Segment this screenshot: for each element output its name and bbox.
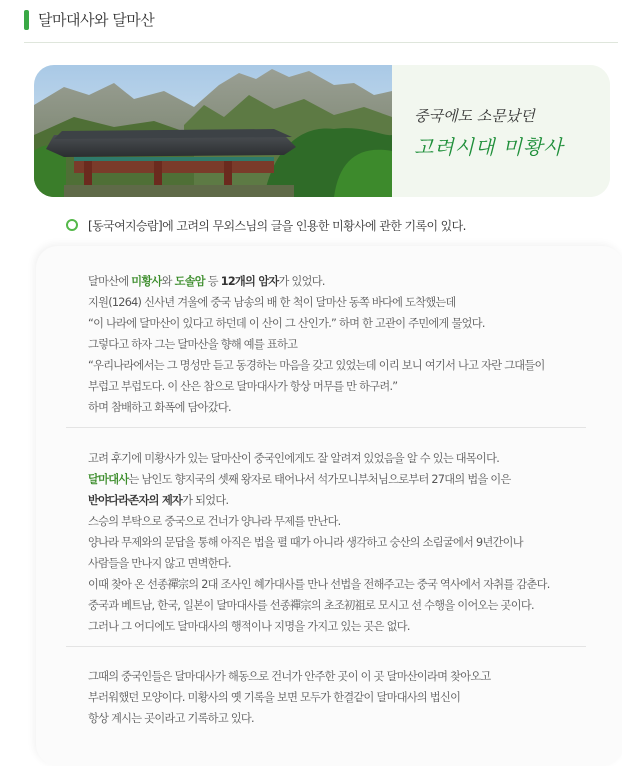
circle-bullet-icon — [66, 219, 78, 231]
paragraph-divider — [66, 646, 586, 647]
paragraph-2-line-5: 양나라 무제와의 문답을 통해 아직은 법을 펼 때가 아니라 생각하고 숭산의 소림굴에서 9년간이나 — [88, 536, 523, 549]
highlight-disciple: 반야다라존자의 제자 — [88, 494, 183, 507]
paragraph-2-line-9: 그러나 그 어디에도 달마대사의 행적이나 지명을 가지고 있는 곳은 없다. — [88, 620, 410, 633]
banner-caption — [392, 65, 610, 197]
text-span: 가 있었다. — [278, 275, 325, 288]
page-title: 달마대사와 달마산 — [38, 11, 155, 29]
paragraph-2-line-2 — [88, 469, 550, 490]
text-span: 와 — [161, 275, 175, 288]
paragraph-1-line-6: 부럽고 부럽도다. 이 산은 참으로 달마대사가 항상 머무를 만 하구려.” — [88, 380, 398, 393]
paragraph-2-line-1: 고려 후기에 미황사가 있는 달마산이 중국인에게도 잘 알려져 있었음을 알 수 있는 대목이다. — [88, 452, 500, 465]
banner-slogan-line2: 고려시대 미황사 — [414, 135, 564, 159]
paragraph-2-line-4: 스승의 부탁으로 중국으로 건너가 양나라 무제를 만난다. — [88, 515, 341, 528]
paragraph-divider — [66, 427, 586, 428]
text-span: 등 — [204, 275, 221, 288]
paragraph-2-line-6: 사람들을 만나지 않고 면벽한다. — [88, 557, 231, 570]
banner-slogan-line1: 중국에도 소문났던 — [414, 107, 535, 125]
paragraph-1-line-3: “이 나라에 달마산이 있다고 하던데 이 산이 그 산인가.” 하며 한 고관이 주민에게 물었다. — [88, 317, 485, 330]
paragraph-1-line-7: 하며 참배하고 화폭에 담아갔다. — [88, 401, 231, 414]
paragraph-2-line-7: 이때 찾아 온 선종禪宗의 2대 조사인 혜가대사를 만나 선법을 전해주고는 중국 역사에서 자취를 감춘다. — [88, 578, 550, 591]
paragraph-3-line-1: 그때의 중국인들은 달마대사가 해동으로 건너가 안주한 곳이 이 곳 달마산이라며 찾아오고 — [88, 670, 491, 683]
highlight-dalma: 달마대사 — [88, 473, 129, 486]
text-span: 달마산에 — [88, 275, 132, 288]
banner — [34, 65, 610, 197]
paragraph-3 — [88, 666, 491, 729]
paragraph-3-line-3: 항상 계시는 곳이라고 기록하고 있다. — [88, 712, 254, 725]
paragraph-2 — [88, 448, 550, 637]
header-divider — [24, 42, 618, 43]
highlight-mihwangsa: 미황사 — [131, 275, 162, 288]
paragraph-1 — [88, 271, 545, 418]
header-accent-bar — [24, 10, 29, 30]
highlight-dosolam: 도솔암 — [174, 275, 205, 288]
paragraph-2-line-8: 중국과 베트남, 한국, 일본이 달마대사를 선종禪宗의 초조初祖로 모시고 선 수행을 이어오는 곳이다. — [88, 599, 534, 612]
text-span: 가 되었다. — [182, 494, 229, 507]
temple-photo — [34, 65, 392, 197]
paragraph-1-line-4: 그렇다고 하자 그는 달마산을 향해 예를 표하고 — [88, 338, 298, 351]
paragraph-3-line-2: 부러워했던 모양이다. 미황사의 옛 기록을 보면 모두가 한결같이 달마대사의 법신이 — [88, 691, 461, 704]
highlight-hermitages: 12개의 암자 — [220, 275, 279, 288]
text-span: 는 남인도 향지국의 셋째 왕자로 태어나서 석가모니부처님으로부터 27대의 법을 이은 — [128, 473, 511, 486]
paragraph-1-line-1 — [88, 271, 545, 292]
paragraph-1-line-5: “우리나라에서는 그 명성만 듣고 동경하는 마음을 갖고 있었는데 이리 보니 여기서 나고 자란 그대들이 — [88, 359, 545, 372]
paragraph-1-line-2: 지원(1264) 신사년 겨울에 중국 남송의 배 한 척이 달마산 동쪽 바다에 도착했는데 — [88, 296, 456, 309]
paragraph-2-line-3 — [88, 490, 550, 511]
summary-text: [동국여지승람]에 고려의 무외스님의 글을 인용한 미황사에 관한 기록이 있다. — [88, 219, 466, 233]
